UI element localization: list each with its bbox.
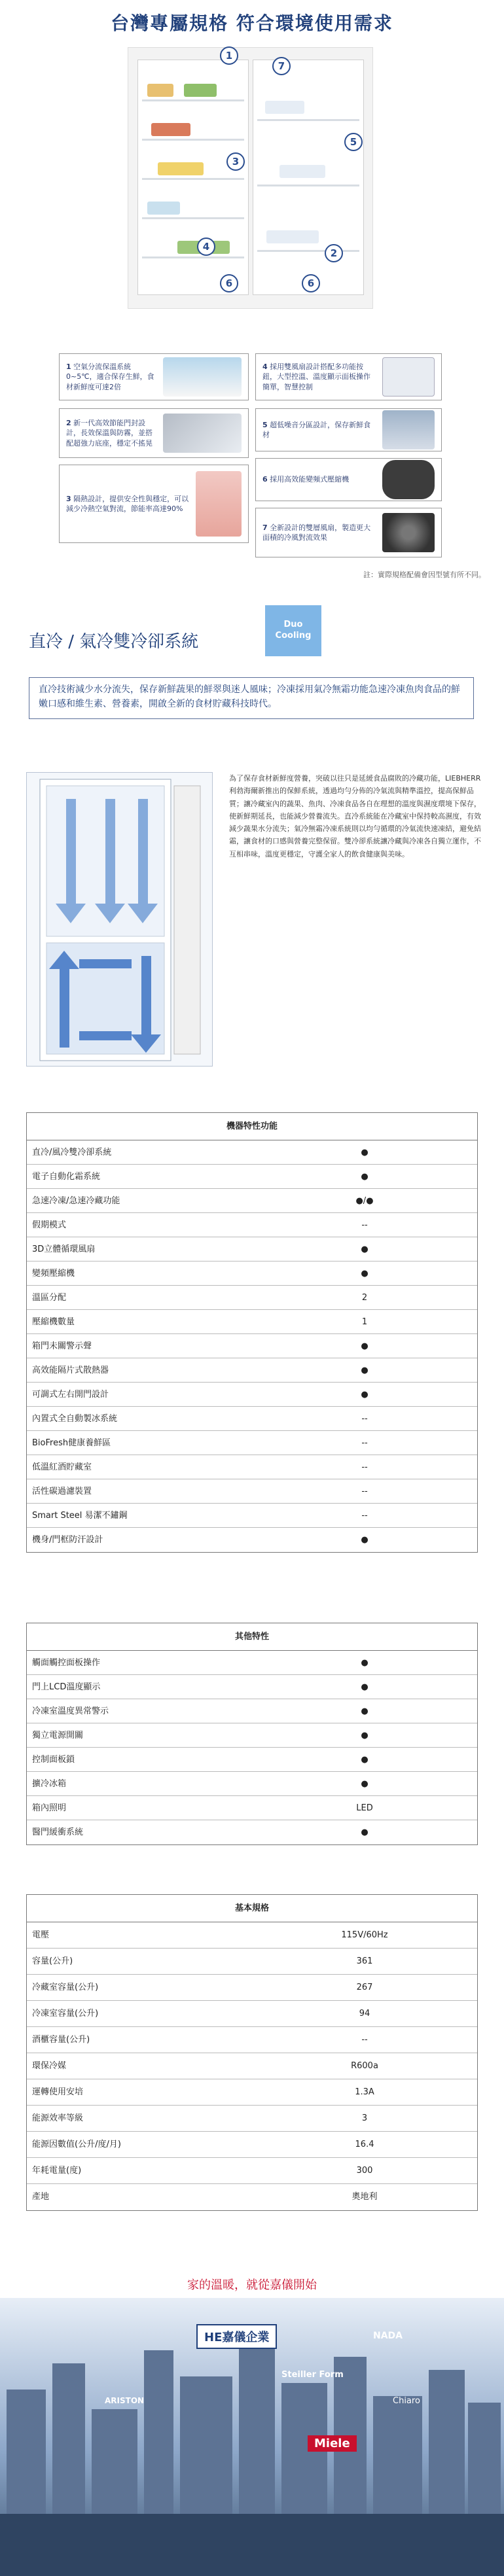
feature-text: 空氣分流保溫系統0~5℃，適合保存生鮮，食材新鮮度可達2倍	[66, 362, 154, 391]
row-label: 酒櫃容量(公升)	[32, 2035, 90, 2045]
row-value: 奧地利	[351, 2192, 378, 2202]
section-title: 直冷 / 氣冷雙冷卻系統	[29, 632, 199, 652]
row-label: 急速冷凍/急速冷藏功能	[32, 1196, 120, 1206]
feature-box-5	[255, 408, 442, 451]
table-row	[27, 2001, 477, 2027]
table-row	[27, 1675, 477, 1699]
feature-text: 新一代高效節能門封設計，長效保溫與防霧，並搭配超強力底座，穩定不搖晃	[66, 418, 153, 448]
section-description: 為了保存食材新鮮度營養，突破以往只是延緩食品腐敗的冷藏功能，LIEBHERR 利勃海爾新推出的保鮮系統，透過均勻分佈的冷氣流與精準溫控，提高保鮮品質；讓冷藏室內的蔬果、魚肉、冷凍食品各自在理想的溫度與濕度環境下保存，使新鮮期延長，也能減少營養流失。直冷系統能在冷藏室中保持較高濕度，有效減少蔬果水分流失；氣冷無霜冷凍系統則以均勻循環的冷氣流快速凍結，避免結霜，讓食材的口感與營養完整保留。雙冷卻系統讓冷藏與冷凍各自獨立運作，不互相串味，溫度更穩定，守護全家人的飲食健康與美味。	[229, 774, 481, 858]
table-row	[27, 1334, 477, 1358]
row-value: ●	[361, 1148, 369, 1157]
brand-city-banner	[0, 2298, 504, 2576]
row-label: 箱內照明	[32, 1803, 67, 1813]
feature-box-6	[255, 458, 442, 501]
airflow-illustration	[27, 773, 213, 1067]
table-row	[27, 1479, 477, 1504]
brand-logo-ariston: ARISTON	[105, 2396, 145, 2405]
row-value: ●	[361, 1827, 369, 1837]
table-title: 機器特性功能	[27, 1113, 477, 1140]
row-label: 擴冷冰箱	[32, 1779, 67, 1789]
fridge-right-compartment	[253, 60, 364, 295]
table-row	[27, 2106, 477, 2132]
feature-box-7	[255, 508, 442, 557]
row-value: ●	[361, 1390, 369, 1400]
row-label: 運轉使用安培	[32, 2087, 84, 2097]
table-row	[27, 1651, 477, 1675]
table-row	[27, 2053, 477, 2079]
feature-text: 採用雙風扇設計搭配多功能按鈕，大型控溫、溫度顯示面板操作簡單，智慧控制	[262, 362, 370, 391]
brand-logo-steiller: Steiller Form	[281, 2370, 344, 2380]
row-label: 能源效率等級	[32, 2113, 84, 2123]
section-intro: 直冷技術減少水分流失，保存新鮮蔬果的鮮翠與迷人風味；冷凍採用氣冷無霜功能急速冷凍魚肉食品的鮮嫩口感和維生素、營養素，開啟全新的食材貯藏科技時代。	[29, 677, 474, 719]
table-row	[27, 1796, 477, 1820]
row-value: ●	[361, 1779, 369, 1789]
row-value: 16.4	[355, 2140, 374, 2149]
fridge-left-compartment	[137, 60, 249, 295]
row-value: --	[361, 1511, 368, 1521]
table-row	[27, 1189, 477, 1213]
table-row	[27, 1723, 477, 1748]
feature-image	[196, 471, 242, 537]
feature-num: 5	[262, 420, 268, 429]
row-label: 假期模式	[32, 1220, 67, 1230]
row-value: --	[361, 1220, 368, 1230]
feature-num: 3	[66, 494, 71, 503]
table-row	[27, 1358, 477, 1383]
row-label: 年耗電量(度)	[32, 2166, 82, 2176]
table-row	[27, 1975, 477, 2001]
row-value: 3	[361, 2113, 368, 2123]
row-value: ●	[361, 1755, 369, 1765]
callout-6b: 6	[302, 274, 320, 292]
row-label: 3D立體循環風扇	[32, 1244, 96, 1254]
row-label: 觸面觸控面板操作	[32, 1658, 101, 1668]
feature-text: 超低噪音分區設計，保存新鮮食材	[262, 420, 371, 439]
feature-image	[382, 460, 435, 499]
row-value: ●	[361, 1341, 369, 1351]
table-row	[27, 1455, 477, 1479]
feature-box-4	[255, 353, 442, 400]
row-value: ●	[361, 1658, 369, 1668]
callout-7: 7	[272, 57, 291, 75]
row-label: 活性碳過濾裝置	[32, 1487, 92, 1496]
row-value: 2	[361, 1293, 368, 1303]
row-value: 94	[359, 2009, 370, 2019]
feature-image	[163, 414, 242, 453]
feature-image	[382, 513, 435, 552]
table-row	[27, 1922, 477, 1949]
row-label: 容量(公升)	[32, 1956, 73, 1966]
row-value: 1.3A	[355, 2087, 374, 2097]
table-row	[27, 1140, 477, 1165]
feature-num: 6	[262, 475, 268, 484]
row-value: ●	[361, 1269, 369, 1279]
row-label: Smart Steel 易潔不鏽鋼	[32, 1511, 128, 1521]
feature-num: 4	[262, 362, 268, 371]
row-label: 溫區分配	[32, 1293, 67, 1303]
feature-image	[382, 357, 435, 397]
row-value: ●	[361, 1706, 369, 1716]
footer-title: 家的溫暖，就從嘉儀開始	[187, 2278, 317, 2292]
table-row	[27, 1772, 477, 1796]
row-value: --	[361, 1438, 368, 1448]
feature-num: 1	[66, 362, 71, 371]
row-value: --	[361, 2035, 368, 2045]
table-row	[27, 1310, 477, 1334]
table-row	[27, 1213, 477, 1237]
feature-num: 2	[66, 418, 71, 427]
feature-text: 隔熱設計，提供安全性與穩定，可以減少冷熱空氣對流，節能率高達90%	[66, 494, 189, 513]
callout-5: 5	[344, 133, 363, 151]
feature-text: 全新設計的雙層風扇，製造更大面積的冷風對流效果	[262, 523, 371, 542]
feature-image	[163, 357, 242, 397]
row-value: ●	[361, 1682, 369, 1692]
row-label: 變頻壓縮機	[32, 1269, 75, 1279]
feature-image	[382, 410, 435, 450]
row-label: 可調式左右開門設計	[32, 1390, 109, 1400]
row-label: 內置式全自動製冰系統	[32, 1414, 118, 1424]
table-row	[27, 1383, 477, 1407]
table-row	[27, 1165, 477, 1189]
row-label: 高效能隔片式散熱器	[32, 1366, 109, 1375]
row-value: --	[361, 1487, 368, 1496]
table-row	[27, 1528, 477, 1552]
badge-line-2: Cooling	[275, 630, 312, 641]
brand-logo-nada: NADA	[373, 2331, 403, 2341]
brand-logo-chiaro: Chiaro	[393, 2396, 420, 2406]
row-value: 361	[356, 1956, 373, 1966]
row-label: BioFresh健康養鮮區	[32, 1438, 111, 1448]
row-label: 醫門緩衝系統	[32, 1827, 84, 1837]
row-label: 直冷/風冷雙冷卻系統	[32, 1148, 112, 1157]
row-value: ●	[361, 1535, 369, 1545]
row-label: 能源因數值(公升/度/月)	[32, 2140, 121, 2149]
others-table	[26, 1623, 478, 1845]
table-row	[27, 2079, 477, 2106]
row-label: 壓縮機數量	[32, 1317, 75, 1327]
row-label: 電子自動化霜系統	[32, 1172, 101, 1182]
table-row	[27, 1748, 477, 1772]
brand-logo-miele: Miele	[308, 2435, 357, 2452]
row-value: 115V/60Hz	[341, 1930, 388, 1940]
table-row	[27, 1431, 477, 1455]
row-value: 1	[361, 1317, 368, 1327]
table-row	[27, 1407, 477, 1431]
callout-1: 1	[220, 46, 238, 65]
row-label: 冷凍室容量(公升)	[32, 2009, 99, 2019]
row-value: ●	[361, 1366, 369, 1375]
row-label: 獨立電源開關	[32, 1731, 84, 1740]
table-title: 基本規格	[27, 1895, 477, 1922]
callout-4: 4	[197, 238, 215, 256]
row-label: 電壓	[32, 1930, 50, 1940]
row-label: 冷凍室溫度異常警示	[32, 1706, 109, 1716]
row-label: 機身/門框防汗設計	[32, 1535, 103, 1545]
row-label: 低溫紅酒貯藏室	[32, 1462, 92, 1472]
feature-num: 7	[262, 523, 268, 532]
feature-box-2	[59, 408, 249, 458]
table-row	[27, 1699, 477, 1723]
table-row	[27, 1262, 477, 1286]
feature-text: 採用高效能變頻式壓縮機	[270, 475, 350, 484]
row-value: ●	[361, 1172, 369, 1182]
table-row	[27, 1237, 477, 1262]
table-row	[27, 2184, 477, 2210]
callout-6a: 6	[220, 274, 238, 292]
feature-box-3	[59, 465, 249, 543]
table-row	[27, 2158, 477, 2184]
table-row	[27, 1820, 477, 1844]
row-value: --	[361, 1462, 368, 1472]
row-label: 產地	[32, 2192, 50, 2202]
row-value: ●/●	[355, 1196, 374, 1206]
row-value: --	[361, 1414, 368, 1424]
page-title: 台灣專屬規格 符合環境使用需求	[111, 12, 393, 34]
fridge-photo	[128, 47, 373, 309]
table-row	[27, 2132, 477, 2158]
feature-box-1	[59, 353, 249, 400]
cooling-diagram	[26, 772, 213, 1067]
callout-2: 2	[325, 244, 343, 262]
table-row	[27, 1286, 477, 1310]
specs-table	[26, 1894, 478, 2211]
row-value: ●	[361, 1244, 369, 1254]
badge-line-1: Duo	[283, 620, 303, 629]
table-title: 其他特性	[27, 1623, 477, 1651]
table-row	[27, 1949, 477, 1975]
row-value: 267	[356, 1983, 373, 1992]
row-label: 冷藏室容量(公升)	[32, 1983, 99, 1992]
spec-note: 註：實際規格配備會因型號有所不同。	[363, 571, 486, 579]
row-label: 箱門未關警示聲	[32, 1341, 92, 1351]
features-table	[26, 1112, 478, 1553]
duo-cooling-badge	[265, 605, 321, 656]
row-label: 門上LCD溫度顯示	[32, 1682, 101, 1692]
callout-3: 3	[226, 152, 245, 171]
row-label: 環保冷媒	[32, 2061, 67, 2071]
brand-logo-he: HE嘉儀企業	[196, 2324, 277, 2349]
table-row	[27, 2027, 477, 2053]
table-row	[27, 1504, 477, 1528]
row-label: 控制面板鎖	[32, 1755, 75, 1765]
row-value: 300	[356, 2166, 373, 2176]
row-value: LED	[356, 1803, 373, 1813]
row-value: R600a	[351, 2061, 378, 2071]
row-value: ●	[361, 1731, 369, 1740]
